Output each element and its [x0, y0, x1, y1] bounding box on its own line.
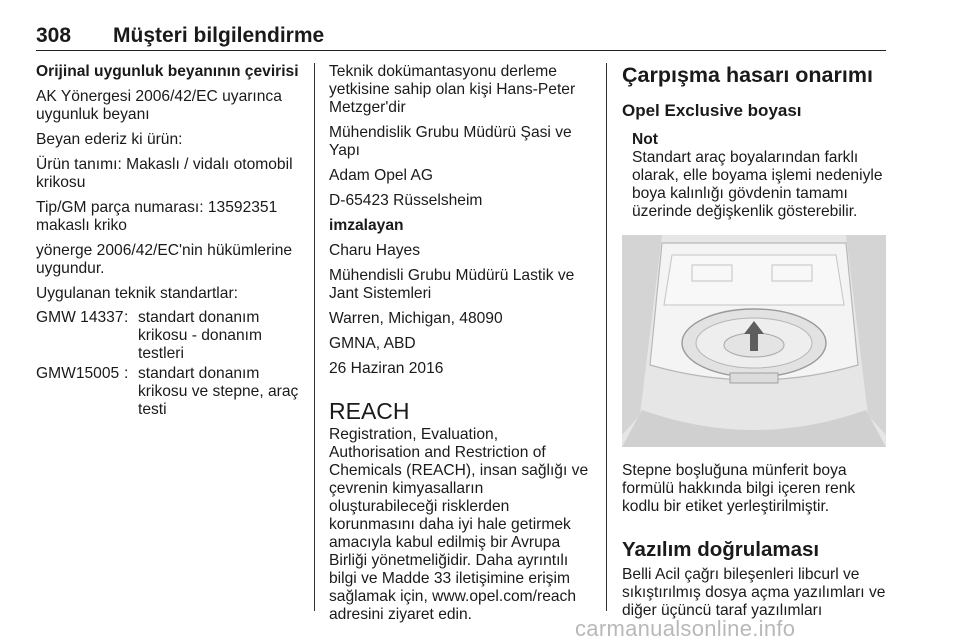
- reach-heading: REACH: [329, 398, 410, 424]
- subsection-heading: Opel Exclusive boyası: [622, 101, 802, 120]
- paragraph: AK Yönergesi 2006/42/EC uyarınca uygunluk beyanı: [36, 88, 282, 123]
- paragraph: Belli Acil çağrı bileşenleri libcurl ve sıkıştırılmış dosya açma yazılımları ve diğer üçüncü taraf yazılımları: [622, 566, 886, 619]
- paragraph: Ürün tanımı: Makaslı / vidalı otomobil krikosu: [36, 156, 293, 191]
- separator: :: [124, 309, 129, 326]
- paragraph: Uygulanan teknik standartlar:: [36, 285, 238, 302]
- watermark: carmanualsonline.info: [575, 616, 796, 641]
- column-right: [622, 63, 890, 627]
- column-divider: [314, 63, 315, 611]
- section-heading: Yazılım doğrulaması: [622, 538, 820, 561]
- image-caption: Stepne boşluğuna münferit boya formülü hakkında bilgi içeren renk kodlu bir etiket yerleştirilmiştir.: [622, 462, 856, 515]
- paragraph: Teknik dokümantasyonu derleme yetkisine sahip olan kişi Hans-Peter Metzger'dir: [329, 63, 576, 116]
- standard-desc: standart donanım krikosu ve stepne, araç testi: [138, 365, 299, 418]
- column-middle: [329, 63, 591, 631]
- separator: :: [124, 365, 129, 382]
- spare-wheel-well-icon: [622, 235, 886, 447]
- paragraph: GMNA, ABD: [329, 335, 416, 352]
- page-header: [36, 20, 886, 51]
- paragraph: 26 Haziran 2016: [329, 360, 444, 377]
- note-label: Not: [632, 131, 658, 148]
- paragraph: Adam Opel AG: [329, 167, 434, 184]
- paragraph: Mühendisli Grubu Müdürü Lastik ve Jant Sistemleri: [329, 267, 575, 302]
- reach-text: Registration, Evaluation, Authorisation and Restriction of Chemicals (REACH), insan sağlığı ve çevrenin kimyasalların oluşturabileceği risklerden korunmasını daha iyi hale getirmek amacıyla kabul edilmiş bir Avrupa Birliği yönetmeliğidir. Daha ayrıntılı bilgi ve Madde 33 iletişimine erişim sağlamak için, www.opel.com/reach adresini ziyaret edin.: [329, 426, 589, 623]
- section-heading: Çarpışma hasarı onarımı: [622, 63, 873, 87]
- note-text: Standart araç boyalarından farklı olarak, elle boyama işlemi nedeniyle boya kalınlığı gövdenin tamamı üzerinde değişkenlik gösterebilir.: [632, 149, 883, 220]
- paragraph: D-65423 Rüsselsheim: [329, 192, 483, 209]
- standard-code: GMW15005: [36, 365, 120, 382]
- paragraph: Warren, Michigan, 48090: [329, 310, 503, 327]
- paragraph: Beyan ederiz ki ürün:: [36, 131, 183, 148]
- standards-table: [36, 309, 308, 419]
- page-title: Müşteri bilgilendirme: [113, 24, 325, 47]
- signatory-label: imzalayan: [329, 217, 404, 234]
- paragraph: yönerge 2006/42/EC'nin hükümlerine uygundur.: [36, 242, 293, 277]
- note-box: [632, 131, 890, 221]
- column-divider: [606, 63, 607, 611]
- trunk-illustration: [622, 235, 886, 447]
- table-row: [36, 309, 308, 363]
- paragraph: Tip/GM parça numarası: 13592351 makaslı kriko: [36, 199, 278, 234]
- section-heading: Orijinal uygunluk beyanının çevirisi: [36, 63, 299, 80]
- paragraph: Mühendislik Grubu Müdürü Şasi ve Yapı: [329, 124, 572, 159]
- standard-desc: standart donanım krikosu - donanım testleri: [138, 309, 262, 362]
- standard-code: GMW 14337: [36, 309, 124, 326]
- table-row: [36, 363, 308, 419]
- page-number: 308: [36, 24, 72, 47]
- paragraph: Charu Hayes: [329, 242, 421, 259]
- column-left: [36, 63, 308, 419]
